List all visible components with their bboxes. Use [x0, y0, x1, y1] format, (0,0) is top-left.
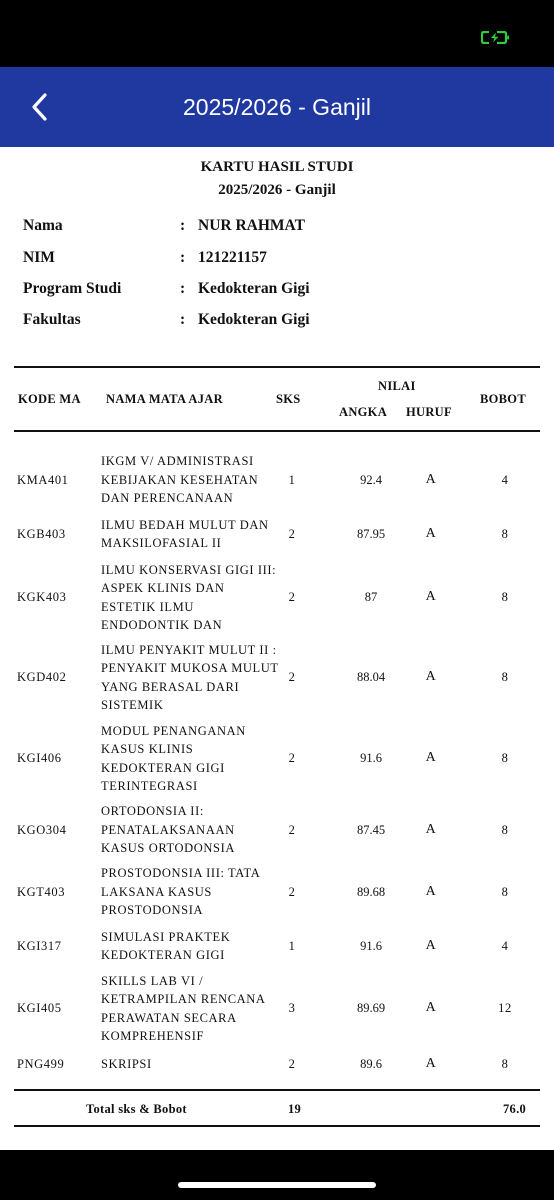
info-value: Kedokteran Gigi: [198, 311, 310, 328]
status-bar: [0, 0, 554, 67]
info-label: Program Studi: [23, 280, 122, 297]
cell-bobot: 8: [501, 751, 509, 766]
cell-huruf: A: [425, 589, 437, 605]
cell-huruf: A: [425, 821, 437, 837]
cell-angka: 89.6: [360, 1056, 382, 1071]
info-row-program-studi: [0, 277, 554, 301]
cell-sks: 2: [288, 526, 296, 541]
cell-huruf: A: [425, 750, 437, 766]
cell-huruf: A: [425, 937, 437, 953]
cell-angka: 89.68: [356, 884, 386, 899]
cell-sks: 1: [288, 938, 296, 953]
table-bottom-rule: [14, 1125, 540, 1127]
cell-huruf: A: [425, 883, 437, 899]
cell-nama: ILMU BEDAH MULUT DAN MAKSILOFASIAL II: [101, 517, 269, 550]
cell-angka: 89.69: [356, 1001, 386, 1016]
cell-nama: ORTODONSIA II: PENATALAKSANAAN KASUS ORTODONSIA: [101, 804, 235, 856]
cell-nama: SKRIPSI: [101, 1056, 152, 1071]
cell-sks: 2: [288, 822, 296, 837]
header-kode: KODE MA: [18, 392, 81, 406]
info-value: Kedokteran Gigi: [198, 280, 310, 297]
info-label: Nama: [23, 217, 63, 234]
total-bobot: 76.0: [503, 1102, 527, 1116]
battery-charging-icon: [481, 31, 509, 44]
cell-nama: IKGM V/ ADMINISTRASI KEBIJAKAN KESEHATAN DAN PERENCANAAN: [101, 454, 259, 506]
cell-angka: 91.6: [360, 751, 382, 766]
total-sks: 19: [288, 1102, 302, 1116]
table-row: [14, 452, 540, 508]
cell-kode: KGI406: [17, 751, 62, 766]
total-row: [14, 1096, 540, 1122]
cell-huruf: A: [425, 669, 437, 685]
cell-nama: ILMU PENYAKIT MULUT II : PENYAKIT MUKOSA MULUT YANG BERASAL DARI SISTEMIK: [101, 642, 279, 712]
header-nama: NAMA MATA AJAR: [106, 392, 223, 406]
table-row: [14, 802, 540, 858]
cell-huruf: A: [425, 1055, 437, 1071]
table-row: [14, 927, 540, 965]
header-title: 2025/2026 - Ganjil: [183, 94, 371, 120]
cell-angka: 92.4: [360, 472, 382, 487]
cell-bobot: 4: [501, 938, 509, 953]
cell-nama: SIMULASI PRAKTEK KEDOKTERAN GIGI: [101, 929, 231, 962]
info-row-nama: [0, 214, 554, 238]
cell-bobot: 8: [501, 884, 509, 899]
table-row: [14, 560, 540, 635]
cell-nama: PROSTODONSIA III: TATA LAKSANA KASUS PROSTODONSIA: [101, 866, 260, 918]
info-value: 121221157: [198, 249, 267, 266]
cell-huruf: A: [425, 471, 437, 487]
header-huruf: HURUF: [406, 405, 452, 419]
cell-huruf: A: [425, 1000, 437, 1016]
cell-bobot: 8: [501, 526, 509, 541]
cell-bobot: 8: [501, 822, 509, 837]
info-colon: :: [180, 280, 186, 297]
table-row: [14, 640, 540, 715]
total-label: Total sks & Bobot: [86, 1102, 187, 1116]
document-title: KARTU HASIL STUDI: [200, 159, 354, 175]
cell-nama: MODUL PENANGANAN KASUS KLINIS KEDOKTERAN GIGI TERINTEGRASI: [101, 723, 246, 793]
cell-sks: 2: [288, 590, 296, 605]
cell-kode: KGK403: [17, 590, 67, 605]
header-angka: ANGKA: [339, 405, 388, 419]
cell-angka: 87: [364, 590, 378, 605]
cell-kode: KGD402: [17, 670, 67, 685]
cell-kode: PNG499: [17, 1056, 65, 1071]
header-nilai: NILAI: [378, 379, 416, 393]
cell-kode: KGI405: [17, 1001, 62, 1016]
cell-kode: KGO304: [17, 822, 67, 837]
cell-huruf: A: [425, 525, 437, 541]
header-sks: SKS: [276, 392, 301, 406]
info-colon: :: [180, 311, 186, 328]
table-row: [14, 864, 540, 920]
cell-sks: 2: [288, 670, 296, 685]
cell-sks: 2: [288, 1056, 296, 1071]
app-header: [0, 67, 554, 147]
cell-kode: KGI317: [17, 938, 62, 953]
cell-sks: 2: [288, 884, 296, 899]
table-row: [14, 721, 540, 796]
info-row-nim: [0, 246, 554, 270]
cell-bobot: 12: [498, 1001, 512, 1016]
info-colon: :: [180, 217, 186, 234]
cell-angka: 88.04: [356, 670, 386, 685]
home-indicator[interactable]: [178, 1182, 376, 1188]
header-bobot: BOBOT: [480, 392, 526, 406]
table-total-rule: [14, 1089, 540, 1091]
info-row-fakultas: [0, 308, 554, 332]
cell-sks: 2: [288, 751, 296, 766]
table-top-rule: [14, 366, 540, 368]
cell-angka: 87.45: [356, 822, 386, 837]
home-bar-area: [0, 1150, 554, 1200]
document-subtitle: 2025/2026 - Ganjil: [218, 182, 336, 198]
cell-angka: 87.95: [356, 526, 386, 541]
table-row: [14, 515, 540, 553]
info-colon: :: [180, 249, 186, 266]
table-row: [14, 971, 540, 1046]
cell-angka: 91.6: [360, 938, 382, 953]
table-row: [14, 1054, 540, 1074]
cell-nama: SKILLS LAB VI / KETRAMPILAN RENCANA PERAWATAN SECARA KOMPREHENSIF: [101, 973, 265, 1043]
cell-sks: 1: [288, 472, 296, 487]
cell-sks: 3: [288, 1001, 296, 1016]
info-label: NIM: [23, 249, 55, 266]
cell-bobot: 8: [501, 1056, 509, 1071]
table-header-rule: [14, 430, 540, 432]
cell-nama: ILMU KONSERVASI GIGI III: ASPEK KLINIS DAN ESTETIK ILMU ENDODONTIK DAN: [101, 562, 277, 632]
cell-kode: KGB403: [17, 526, 66, 541]
cell-kode: KMA401: [17, 472, 69, 487]
info-label: Fakultas: [23, 311, 81, 328]
cell-bobot: 4: [501, 472, 509, 487]
cell-kode: KGT403: [17, 884, 66, 899]
cell-bobot: 8: [501, 670, 509, 685]
cell-bobot: 8: [501, 590, 509, 605]
info-value: NUR RAHMAT: [198, 217, 305, 234]
